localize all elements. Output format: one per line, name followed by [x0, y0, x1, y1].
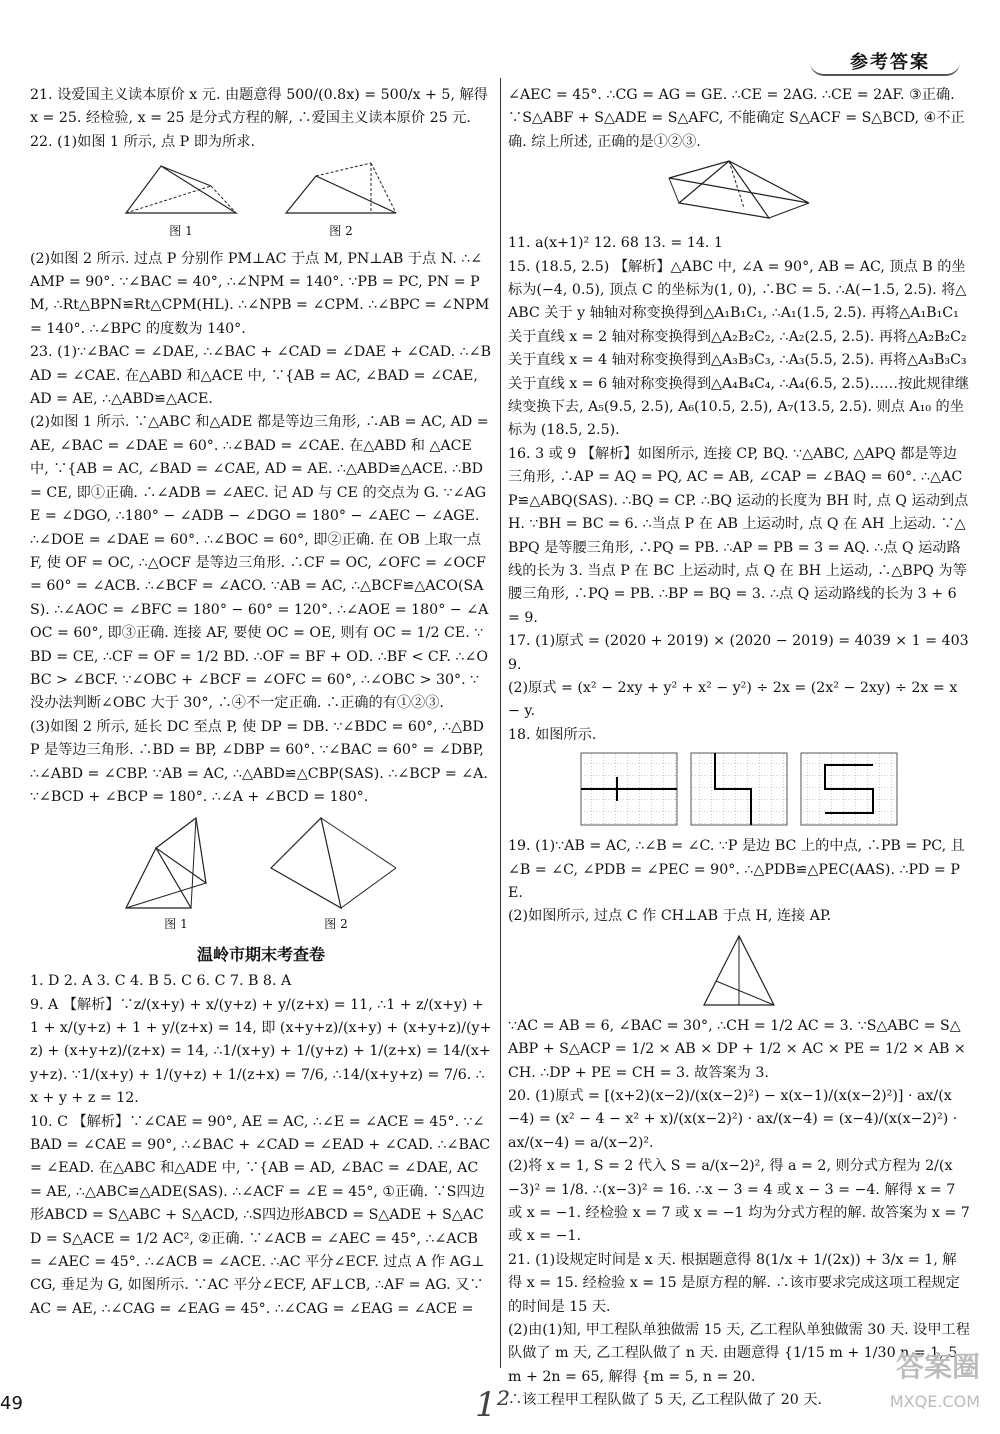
diagram-22-fig1: [116, 158, 246, 220]
fig4-caption: 图 2: [324, 917, 348, 932]
answer-23-2: (2)如图 1 所示. ∵△ABC 和△ADE 都是等边三角形, ∴AB = AC, AD = AE, ∠BAC = ∠DAE = 60°. ∴∠BAD = ∠CAE. 在△ABD 和 △ACE 中, ∵{AB = AC, ∠BAD = ∠CAE, AD = AE. ∴△ABD≌△ACE. ∴BD = CE, 即①正确. ∴∠ADB = ∠AEC. 记 AD 与 CE 的交点为 G. ∵∠AGE = ∠DGO, ∴180° − ∠ADB − ∠DGO = 180° − ∠AEC − ∠AGE. ∴∠DOE = ∠DAE = 60°. ∴∠BOC = 60°, 即②正确. 在 OB 上取一点 F, 使 OF = OC, ∴△OCF 是等边三角形. ∴CF = OC, ∠OFC = ∠OCF = 60° = ∠ACB. ∴∠BCF = ∠ACO. ∵AB = AC, ∴△BCF≌△ACO(SAS). ∴∠AOC = ∠BFC = 180° − 60° = 120°. ∴∠AOE = 180° − ∠AOC = 60°, 即③正确. 连接 AF, 要使 OC = OE, 则有 OC = 1/2 CE. ∵BD = CE, ∴CF = OF = 1/2 BD. ∴OF = BF + OD. ∴BF < CF. ∴∠OBC > ∠BCF. ∵∠OBC + ∠BCF = ∠OFC = 60°, ∴∠OBC > 30°. ∵没办法判断∠OBC 大于 30°, ∴④不一定正确. ∴正确的有①②③.: [30, 414, 489, 712]
fig1-caption: 图 1: [169, 224, 193, 239]
figure-18: [508, 751, 970, 831]
column-divider: [500, 78, 501, 1368]
header-decoration: [810, 62, 960, 76]
answer-20-2: (2)将 x = 1, S = 2 代入 S = a/(x−2)², 得 a = 2, 则分式方程为 2/(x−3)² = 1/8. ∴(x−3)² = 16. ∴x − 3 = 4 或 x − 3 = −4. 解得 x = 7 或 x = −1. 经检验 x = 7 或 x = −1 均为分式方程的解. 故答案为 x = 7 或 x = −1.: [508, 1158, 970, 1245]
fig3-caption: 图 1: [164, 917, 188, 932]
watermark-url: MXQE.COM: [889, 1392, 980, 1411]
diagram-23-fig1: [116, 813, 236, 913]
grid-diagrams-18: [579, 751, 899, 831]
fig2-caption: 图 2: [329, 224, 353, 239]
answer-10: 10. C 【解析】∵∠CAE = 90°, AE = AC, ∴∠E = ∠ACE = 45°. ∵∠BAD = ∠CAE = 90°, ∴∠BAC + ∠CAD = ∠EAD + ∠CAD. ∴∠BAC = ∠EAD. 在△ABC 和△ADE 中, ∵{AB = AD, ∠BAC = ∠DAE, AC = AE, ∴△ABC≌△ADE(SAS). ∴∠ACF = ∠E = 45°, ①正确. ∵S四边形ABCD = S△ABC + S△ACD, ∴S四边形ABCD = S△ADE + S△ACD = S△ACE = 1/2 AC², ②正确. ∵∠ACB = ∠AEC = 45°, ∴∠ACB = ∠AEC = 45°. ∴∠ACB = ∠ACE. ∴AC 平分∠ECF. 过点 A 作 AG⊥CG, 垂足为 G, 如图所示. ∵AC 平分∠ECF, AF⊥CB, ∴AF = AG. 又∵AC = AE, ∴∠CAG = ∠EAG = 45°. ∴∠CAG = ∠EAG = ∠ACE =: [30, 1113, 491, 1317]
header-title: 参考答案: [850, 52, 930, 73]
section-title: 温岭市期末考查卷: [196, 944, 325, 964]
answer-21-1: 21. (1)设规定时间是 x 天. 根据题意得 8(1/x + 1/(2x)) + 3/x = 1, 解得 x = 15. 经检验 x = 15 是原方程的解. ∴该市要求完成这项工程规定的时间是 15 天.: [508, 1251, 960, 1315]
figure-23: [30, 813, 492, 936]
figure-19: [508, 933, 970, 1011]
answer-21-2: (2)由(1)知, 甲工程队单独做需 15 天, 乙工程队单独做需 30 天. 设甲工程队做了 m 天, 乙工程队做了 n 天. 由题意得 {1/15 m + 1/30 n = 1, 5m + 2n = 65, 解得 {m = 5, n = 20.: [508, 1322, 970, 1385]
answer-17-2: (2)原式 = (x² − 2xy + y² + x² − y²) ÷ 2x = (2x² − 2xy) ÷ 2x = x − y.: [508, 679, 958, 720]
diagram-22-fig2: [276, 158, 406, 220]
answer-21-3: ∴该工程甲工程队做了 5 天, 乙工程队做了 20 天.: [508, 1392, 823, 1409]
left-column: [30, 84, 492, 1321]
diagram-19: [694, 933, 784, 1011]
answer-20-1: 20. (1)原式 = [(x+2)(x−2)/(x(x−2)²) − x(x−1)/(x(x−2)²)] · ax/(x−4) = (x² − 4 − x² + x)/(x(x−2)²) · ax/(x−4) = (x−4)/(x(x−2)²) · ax/(x−4) = a/(x−2)².: [508, 1088, 958, 1151]
answer-21: 21. 设爱国主义读本原价 x 元. 由题意得 500/(0.8x) = 500/x + 5, 解得 x = 25. 经检验, x = 25 是分式方程的解, ∴爱国主义读本原价 25 元.: [30, 87, 488, 127]
diagram-23-fig2: [266, 813, 406, 913]
handwritten-mark: 1²: [475, 1385, 511, 1425]
page-number: 49: [0, 1393, 23, 1414]
answer-17-1: 17. (1)原式 = (2020 + 2019) × (2020 − 2019) = 4039 × 1 = 4039.: [508, 633, 969, 673]
answer-19-2: (2)如图所示, 过点 C 作 CH⊥AB 于点 H, 连接 AP.: [508, 908, 832, 925]
answer-19-3: ∵AC = AB = 6, ∠BAC = 30°, ∴CH = 1/2 AC = 3. ∵S△ABC = S△ABP + S△ACP = 1/2 × AB × DP + 1/2 × AC × PE = 1/2 × AB × CH. ∴DP + PE = CH = 3. 故答案为 3.: [508, 1017, 966, 1081]
answer-10-cont: ∠AEC = 45°. ∴CG = AG = GE. ∴CE = 2AG. ∴CE = 2AF. ③正确. ∵S△ABF + S△ADE = S△AFC, 不能确定 S△ACF = S△BCD, ④不正确. 综上所述, 正确的是①②③.: [508, 87, 965, 150]
answer-23-3: (3)如图 2 所示, 延长 DC 至点 P, 使 DP = DB. ∵∠BDC = 60°, ∴△BDP 是等边三角形. ∴BD = BP, ∠DBP = 60°. ∵∠BAC = 60° = ∠DBP, ∴∠ABD = ∠CBP. ∵AB = AC, ∴△ABD≌△CBP(SAS). ∴∠BCP = ∠A. ∵∠BCD + ∠BCP = 180°. ∴∠A + ∠BCD = 180°.: [30, 718, 488, 805]
right-column: [508, 84, 970, 1413]
answer-16: 16. 3 或 9 【解析】如图所示, 连接 CP, BQ. ∵△ABC, △APQ 都是等边三角形, ∴AP = AQ = PQ, AC = AB, ∠CAP = ∠BAQ = 60°. ∴△ACP≌△ABQ(SAS). ∴BQ = CP. ∴BQ 运动的长度为 BH 时, 点 Q 运动到点 H. ∵BH = BC = 6. ∴当点 P 在 AB 上运动时, 点 Q 在 AH 上运动. ∵△BPQ 是等腰三角形, ∴PQ = PB. ∴AP = PB = 3 = AQ. ∴点 Q 运动路线的长为 3. 当点 P 在 BC 上运动时, 点 Q 在 BH 上运动, ∴△BPQ 为等腰三角形, ∴PQ = PB. ∴BP = BQ = 3. ∴点 Q 运动路线的长为 3 + 6 = 9.: [508, 445, 969, 626]
figure-22: [30, 158, 492, 243]
answer-18: 18. 如图所示.: [508, 726, 597, 743]
answer-19-1: 19. (1)∵AB = AC, ∴∠B = ∠C. ∵P 是边 BC 上的中点, ∴PB = PC, 且∠B = ∠C, ∠PDB = ∠PEC = 90°. ∴△PDB≌△PEC(AAS). ∴PD = PE.: [508, 838, 965, 901]
answer-23-1: 23. (1)∵∠BAC = ∠DAE, ∴∠BAC + ∠CAD = ∠DAE + ∠CAD. ∴∠BAD = ∠CAE. 在△ABD 和△ACE 中, ∵{AB = AC, ∠BAD = ∠CAE, AD = AE, ∴△ABD≌△ACE.: [30, 344, 492, 408]
answer-9: 9. A 【解析】∵z/(x+y) + x/(y+z) + y/(z+x) = 11, ∴1 + z/(x+y) + 1 + x/(y+z) + 1 + y/(z+x) = 14, 即 (x+y+z)/(x+y) + (x+y+z)/(y+z) + (x+y+z)/(z+x) = 14, ∴1/(x+y) + 1/(y+z) + 1/(z+x) = 14/(x+y+z). ∵1/(x+y) + 1/(y+z) + 1/(z+x) = 7/6, ∴14/(x+y+z) = 7/6. ∴x + y + z = 12.: [30, 996, 492, 1107]
answer-22-1: 22. (1)如图 1 所示, 点 P 即为所求.: [30, 133, 255, 150]
answer-15: 15. (18.5, 2.5) 【解析】△ABC 中, ∠A = 90°, AB = AC, 顶点 B 的坐标为(−4, 0.5), 顶点 C 的坐标为(1, 0), ∴BC = 5. ∴A(−1.5, 2.5). 将△ABC 关于 y 轴轴对称变换得到△A₁B₁C₁, ∴A₁(1.5, 2.5). 再将△A₁B₁C₁ 关于直线 x = 2 轴对称变换得到△A₂B₂C₂, ∴A₂(2.5, 2.5). 再将△A₂B₂C₂ 关于直线 x = 4 轴对称变换得到△A₃B₃C₃, ∴A₃(5.5, 2.5). 再将△A₃B₃C₃ 关于直线 x = 6 轴对称变换得到△A₄B₄C₄, ∴A₄(6.5, 2.5)……按此规律继续变换下去, A₅(9.5, 2.5), A₆(10.5, 2.5), A₇(13.5, 2.5). 则点 A₁₀ 的坐标为 (18.5, 2.5).: [508, 258, 970, 439]
diagram-10: [659, 158, 819, 228]
watermark-logo: 答案圈: [895, 1350, 980, 1383]
answers-11-14: 11. a(x+1)² 12. 68 13. = 14. 1: [508, 235, 723, 252]
figure-10: [508, 158, 970, 228]
answers-1-8: 1. D 2. A 3. C 4. B 5. C 6. C 7. B 8. A: [30, 973, 292, 990]
answer-22-2: (2)如图 2 所示. 过点 P 分别作 PM⊥AC 于点 M, PN⊥AB 于点 N. ∴∠AMP = 90°. ∵∠BAC = 40°, ∴∠NPM = 140°. ∵PB = PC, PN = PM, ∴Rt△BPN≌Rt△CPM(HL). ∴∠NPB = ∠CPM. ∴∠BPC = ∠NPM = 140°. ∴∠BPC 的度数为 140°.: [30, 250, 490, 337]
